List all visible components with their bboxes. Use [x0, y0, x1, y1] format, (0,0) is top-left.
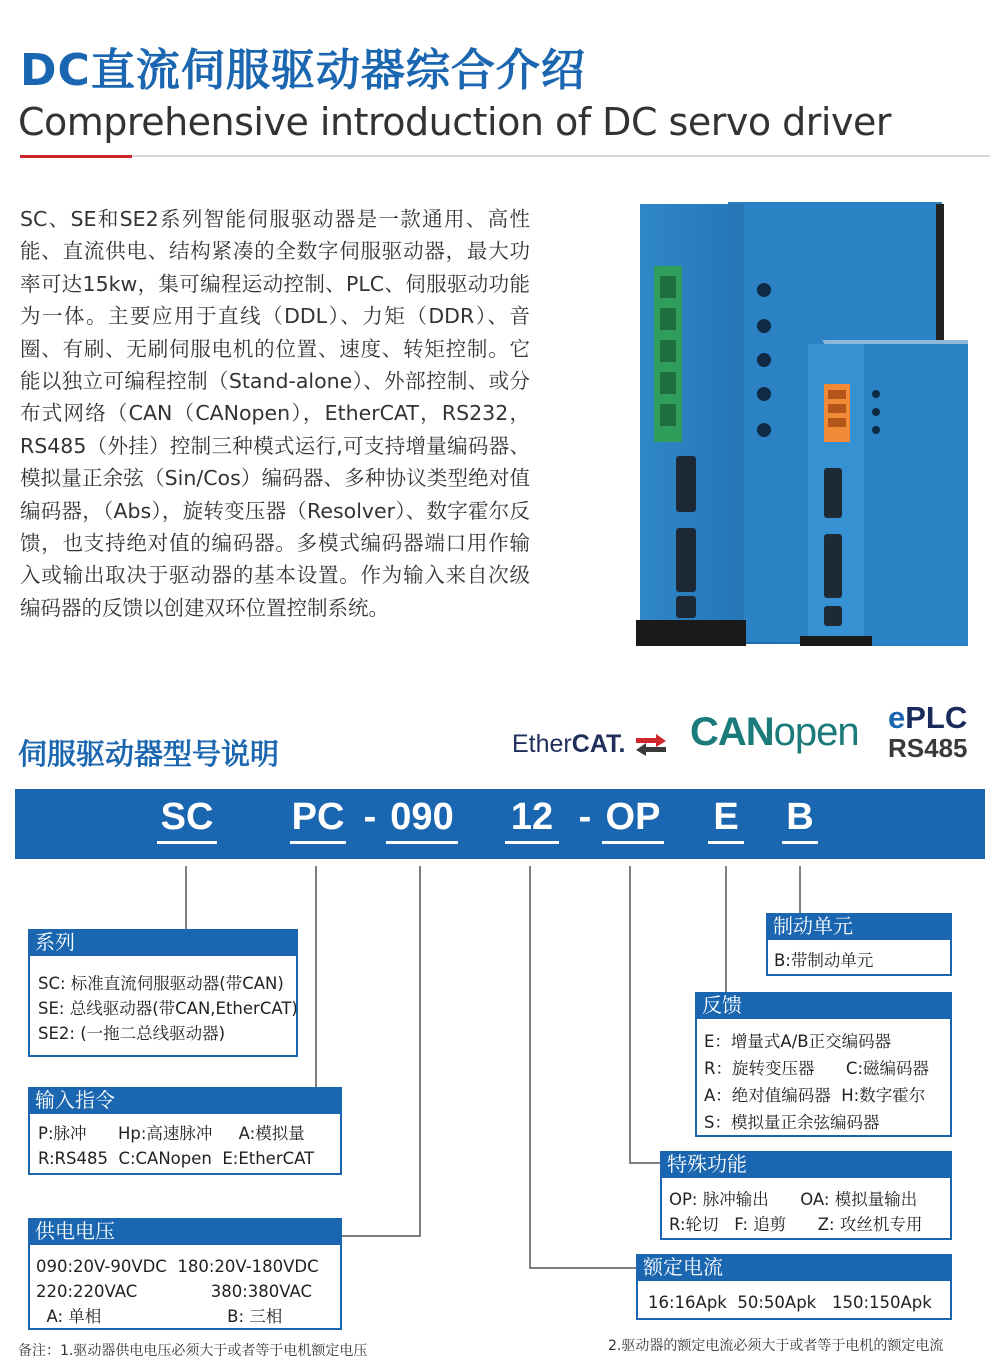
code-current-underline [505, 841, 559, 844]
input-command-line: R:RS485 C:CANopen E:EtherCAT [38, 1149, 315, 1168]
code-special-text: OP [605, 796, 661, 838]
rated-current-box [636, 1254, 952, 1320]
eplc-logo-text: PLC [905, 700, 968, 735]
rated-current-line: 16:16Apk 50:50Apk 150:150Apk [648, 1293, 932, 1312]
code-series-text: SC [160, 796, 214, 838]
page-title: DC直流伺服驱动器综合介绍 [20, 45, 586, 96]
series-line: SE2: (一拖二总线驱动器) [38, 1024, 226, 1043]
rs485-logo: RS485 [888, 733, 968, 763]
line-current [530, 866, 636, 1268]
canopen-logo-text-b: open [773, 710, 859, 754]
page-subtitle: Comprehensive introduction of DC servo driver [18, 100, 891, 144]
brake-unit-line: B:带制动单元 [774, 951, 874, 970]
footnote-2: 2.驱动器的额定电流必须大于或者等于电机的额定电流 [608, 1338, 944, 1354]
feedback-box [695, 992, 952, 1137]
supply-voltage-line: A: 单相 B: 三相 [36, 1307, 283, 1326]
ethercat-arrow-icon [636, 734, 666, 756]
code-dash-1: - [363, 796, 377, 838]
special-function-box-body [669, 1187, 922, 1237]
code-special [602, 796, 664, 844]
code-voltage-underline [386, 841, 458, 844]
supply-voltage-box-body [36, 1254, 319, 1329]
code-feedback-underline [708, 841, 744, 844]
line-supply [342, 866, 420, 1236]
code-current [505, 796, 559, 844]
canopen-logo-text-a: CAN [690, 710, 774, 754]
input-command-box-body [38, 1121, 314, 1171]
ethercat-logo-text-b: CAT. [571, 730, 626, 758]
series-box-body [38, 971, 298, 1046]
title-accent-bar [20, 155, 132, 158]
brake-unit-box [766, 913, 952, 976]
eplc-logo [888, 700, 967, 736]
special-function-line: R:轮切 F: 追剪 Z: 攻丝机专用 [669, 1215, 923, 1234]
input-command-box-title: 输入指令 [28, 1087, 342, 1114]
code-series [157, 796, 217, 844]
brake-unit-box-title: 制动单元 [766, 913, 952, 940]
title-divider [20, 155, 990, 157]
intro-paragraph: SC、SE和SE2系列智能伺服驱动器是一款通用、高性能、直流供电、结构紧凑的全数字伺服驱动器，最大功率可达15kw，集可编程运动控制、PLC、伺服驱动功能为一体。主要应用于直线（DDL）、力矩（DDR）、音圈、有刷、无刷伺服电机的位置、速度、转矩控制。它能以独立可编程控制（Stand-alone）、外部控制、或分布式网络（CAN（CANopen），EtherCAT，RS232，RS485（外挂）控制三种模式运行,可支持增量编码器、模拟量正余弦（Sin/Cos）编码器、多种协议类型绝对值编码器，（Abs），旋转变压器（Resolver）、数字霍尔反馈，也支持绝对值的编码器。多模式编码器端口用作输入或输出取决于驱动器的基本设置。作为输入来自次级编码器的反馈以创建双环位置控制系统。 [20, 207, 530, 620]
feedback-line: S：模拟量正余弦编码器 [704, 1113, 880, 1132]
ethercat-logo-text-a: Ether [512, 730, 572, 758]
supply-voltage-line: 220:220VAC 380:380VAC [36, 1282, 313, 1301]
model-section-heading: 伺服驱动器型号说明 [18, 737, 280, 771]
code-input-underline [290, 841, 346, 844]
code-brake [782, 796, 818, 844]
series-line: SE: 总线驱动器(带CAN,EtherCAT) [38, 999, 298, 1018]
special-function-box-title: 特殊功能 [660, 1151, 952, 1178]
feedback-line: R：旋转变压器 C:磁编码器 [704, 1059, 930, 1078]
supply-voltage-box [28, 1218, 342, 1330]
code-brake-underline [782, 841, 818, 844]
ethercat-logo [512, 730, 625, 759]
line-special [630, 866, 660, 1163]
eplc-logo-e: e [888, 700, 906, 735]
rated-current-box-body [648, 1290, 932, 1315]
feedback-line: E：增量式A/B正交编码器 [704, 1032, 892, 1051]
input-command-line: P:脉冲 Hp:高速脉冲 A:模拟量 [38, 1124, 305, 1143]
code-special-underline [602, 841, 664, 844]
special-function-box [660, 1151, 952, 1240]
code-series-underline [157, 841, 217, 844]
code-input [290, 796, 346, 844]
feedback-line: A：绝对值编码器 H:数字霍尔 [704, 1086, 926, 1105]
feedback-box-title: 反馈 [695, 992, 952, 1019]
code-feedback-text: E [713, 796, 739, 838]
series-box [28, 929, 298, 1057]
supply-voltage-line: 090:20V-90VDC 180:20V-180VDC [36, 1257, 319, 1276]
canopen-logo [690, 710, 859, 755]
servo-driver-product-image [636, 198, 976, 650]
rated-current-box-title: 额定电流 [636, 1254, 952, 1281]
code-input-text: PC [291, 796, 345, 838]
code-voltage-text: 090 [390, 796, 454, 838]
footnote-1: 备注：1.驱动器供电电压必须大于或者等于电机额定电压 [18, 1343, 368, 1359]
code-feedback [708, 796, 744, 844]
brake-unit-box-body [774, 948, 873, 973]
supply-voltage-box-title: 供电电压 [28, 1218, 342, 1245]
special-function-line: OP: 脉冲输出 OA: 模拟量输出 [669, 1190, 918, 1209]
series-box-title: 系列 [28, 929, 298, 956]
code-dash-2: - [578, 796, 592, 838]
series-line: SC: 标准直流伺服驱动器(带CAN) [38, 974, 284, 993]
feedback-box-body [704, 1028, 929, 1136]
code-brake-text: B [786, 796, 814, 838]
code-voltage [386, 796, 458, 844]
input-command-box [28, 1087, 342, 1175]
code-current-text: 12 [510, 796, 554, 838]
